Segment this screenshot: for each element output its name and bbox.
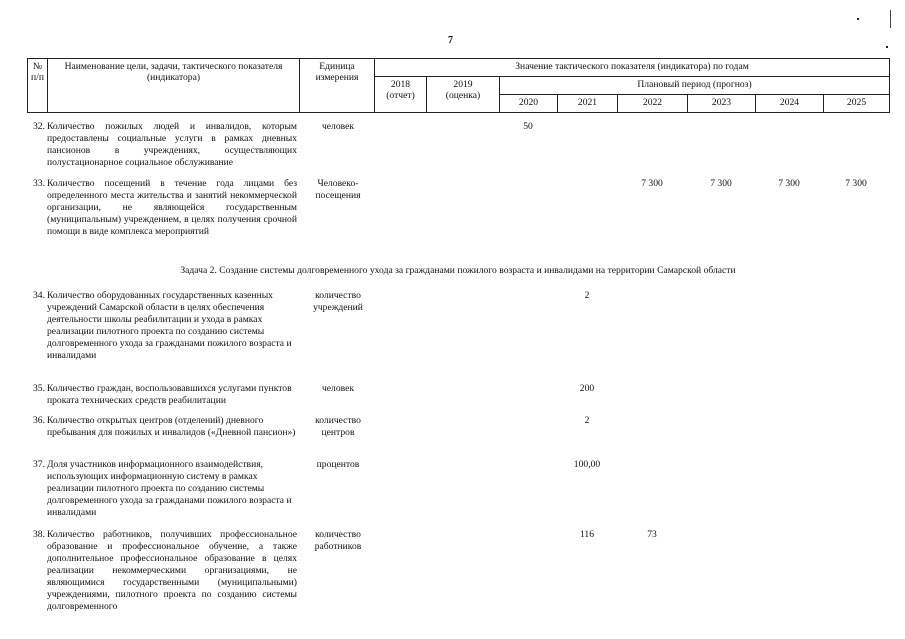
- indicators-table-body: [27, 121, 889, 639]
- row-name: Доля участников информационного взаимодействия, использующих информационную систему в рамках реализации пилотного проекта по созданию системы долговременного ухода за гражданами пожилого возраста и инвалидами: [47, 459, 292, 518]
- row-unit: количество работников: [314, 529, 362, 552]
- header-year-2024: 2024: [756, 95, 824, 113]
- row-name: Количество посещений в течение года лицами без определенного места жительства и занятий некоммерческой организации, не являющейся государственным (муниципальным) учреждением, в целях получения срочной помощи в виде комплекса мероприятий: [47, 178, 297, 237]
- indicators-table-header: [27, 58, 890, 113]
- scan-mark: [890, 10, 891, 28]
- row-number: 32.: [33, 121, 45, 132]
- value-2022: 73: [647, 529, 657, 540]
- row-number: 35.: [33, 383, 45, 394]
- header-year-2023: 2023: [688, 95, 756, 113]
- scan-speck: [886, 46, 888, 48]
- header-values: Значение тактического показателя (индикатора) по годам: [375, 59, 890, 77]
- header-year-2020: 2020: [500, 95, 558, 113]
- value-2021: 116: [579, 529, 595, 540]
- row-name: Количество пожилых людей и инвалидов, которым предоставлены социальные услуги в рамках дневных пансионов в учреждениях, осуществляющих полустационарное социальное обслуживание: [47, 121, 297, 168]
- year-label: 2019: [453, 79, 473, 90]
- row-unit: Человеко-посещения: [315, 178, 361, 201]
- header-num: № п/п: [28, 59, 48, 113]
- row-name: Количество оборудованных государственных казенных учреждений Самарской области в целях обеспечения деятельности школы реабилитации и ухода в рамках реализации пилотного проекта по созданию системы долговременного ухода за гражданами пожилого возраста и инвалидами: [47, 290, 292, 361]
- row-number: 36.: [33, 415, 45, 426]
- row-name: Количество работников, получивших профессиональное образование и профессиональное обучение, а также дополнительное профессиональное образование в целях реализации некоммерческими организациями, не являющимися государственными (муниципальными) учреждениями, пилотного проекта по созданию системы долговременного: [47, 529, 297, 612]
- header-year-2019: [427, 77, 500, 113]
- header-year-2025: 2025: [824, 95, 890, 113]
- row-number: 33.: [33, 178, 45, 189]
- year-sub: (оценка): [445, 90, 481, 101]
- task-heading: Задача 2. Создание системы долговременного ухода за гражданами пожилого возраста и инвалидами на территории Самарской области: [180, 265, 736, 276]
- value-2021: 2: [584, 290, 590, 301]
- row-unit: процентов: [316, 459, 360, 470]
- row-unit: человек: [321, 121, 355, 132]
- row-number: 37.: [33, 459, 45, 470]
- value-2020: 50: [523, 121, 533, 132]
- year-sub: (отчет): [386, 90, 415, 101]
- header-planned: Плановый период (прогноз): [500, 77, 890, 95]
- year-label: 2018: [390, 79, 411, 90]
- value-2021: 100,00: [573, 459, 601, 470]
- row-name: Количество граждан, воспользовавшихся услугами пунктов проката технических средств реабилитации: [47, 383, 292, 406]
- row-unit: количество центров: [315, 415, 361, 438]
- row-number: 34.: [33, 290, 45, 301]
- header-name: Наименование цели, задачи, тактического показателя (индикатора): [48, 59, 300, 113]
- value-2021: 200: [579, 383, 595, 394]
- value-2023: 7 300: [710, 178, 732, 189]
- row-unit: человек: [321, 383, 355, 394]
- header-year-2018: [375, 77, 427, 113]
- row-unit: количество учреждений: [313, 290, 363, 313]
- page-number: 7: [448, 35, 453, 46]
- header-year-2022: 2022: [618, 95, 688, 113]
- value-2021: 2: [584, 415, 590, 426]
- value-2025: 7 300: [845, 178, 867, 189]
- row-number: 38.: [33, 529, 45, 540]
- row-name: Количество открытых центров (отделений) дневного пребывания для пожилых и инвалидов («Дневной пансион»): [47, 415, 296, 438]
- header-year-2021: 2021: [558, 95, 618, 113]
- scan-speck: [857, 18, 859, 20]
- value-2022: 7 300: [641, 178, 663, 189]
- value-2024: 7 300: [778, 178, 800, 189]
- header-unit: Единица измерения: [300, 59, 375, 113]
